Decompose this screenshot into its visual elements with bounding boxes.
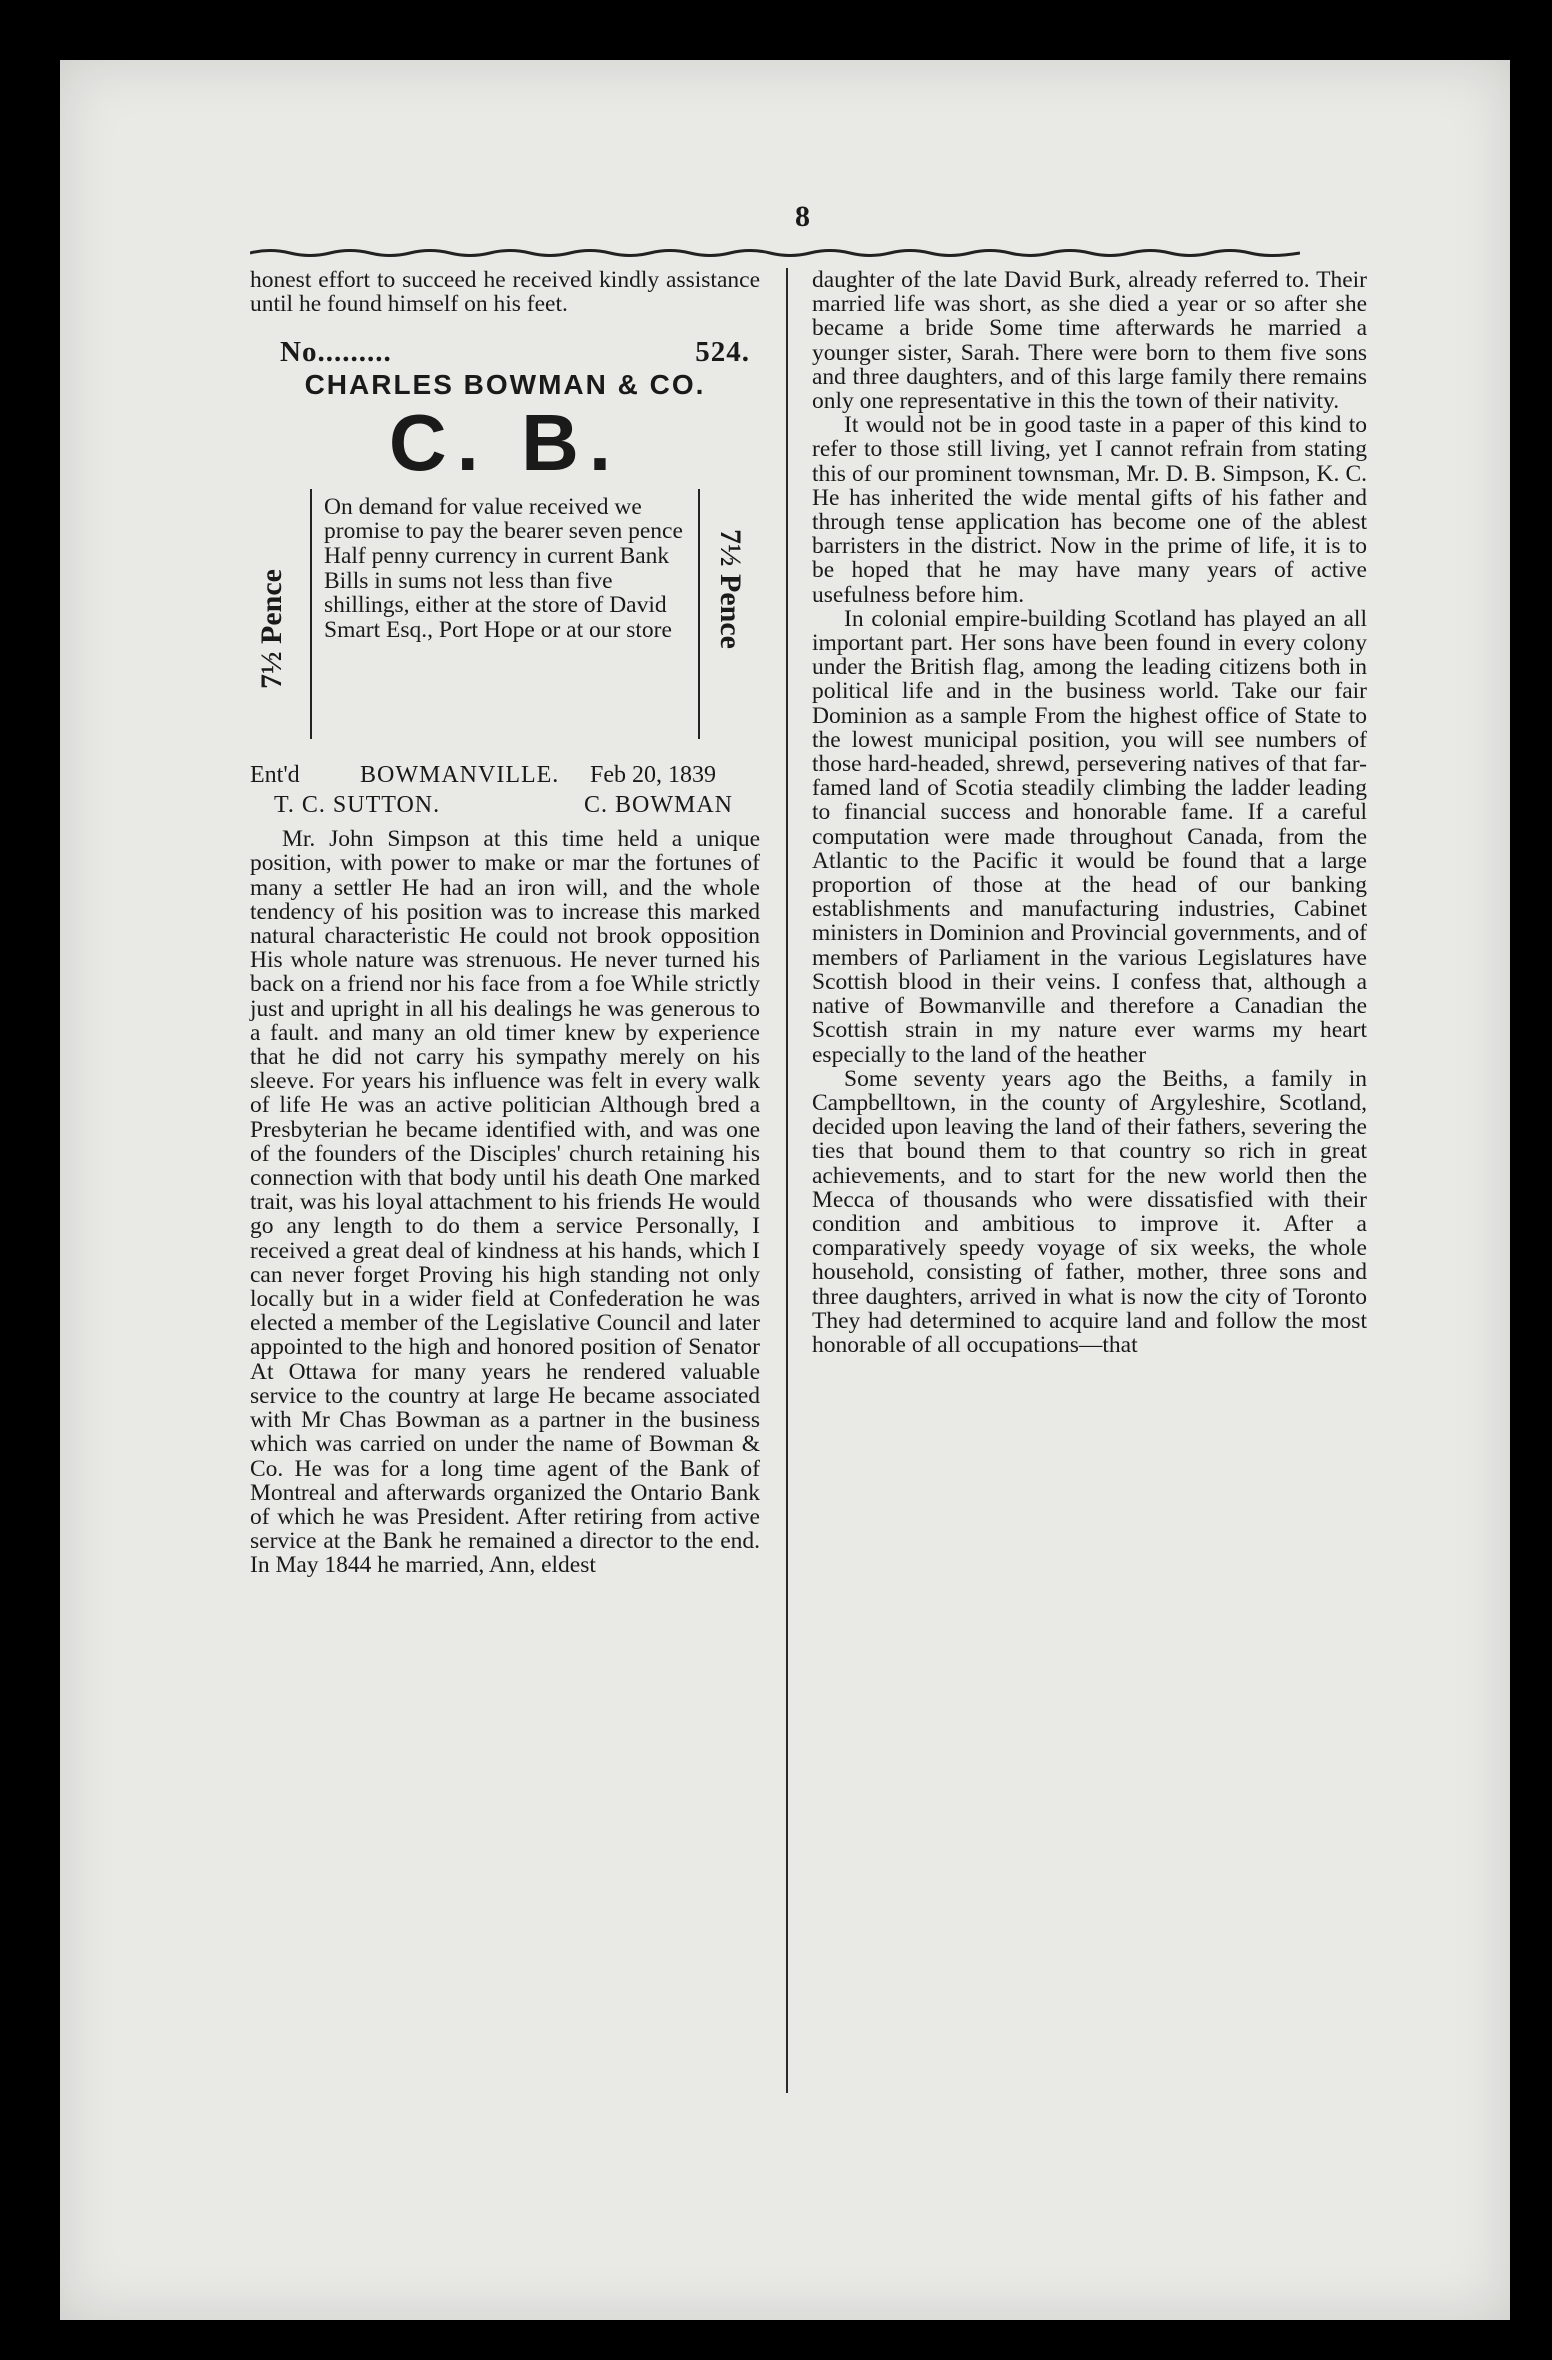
left-column bbox=[250, 268, 760, 1578]
bank-note bbox=[250, 336, 760, 819]
note-initials: C. B. bbox=[388, 397, 622, 487]
paragraph: It would not be in good taste in a paper of this kind to refer to those still living, yet I cannot refrain from stating this of our prominent townsman, Mr. D. B. Simpson, K. C. He has inherited the wide mental gifts of his father and through tense application has become one of the ablest barristers in the district. Now in the prime of life, it is to be hoped that he may have many years of active usefulness before him. bbox=[812, 412, 1367, 608]
decorative-rule bbox=[250, 248, 1300, 258]
note-signer-right: C. BOWMAN bbox=[584, 792, 734, 819]
note-entered: Ent'd bbox=[250, 761, 300, 788]
note-date: Feb 20, 1839 bbox=[590, 761, 716, 788]
paragraph: daughter of the late David Burk, already referred to. Their married life was short, as she died a year or so after she became a bride Some time afterwards he married a younger sister, Sarah. There were born to them five sons and three daughters, and of this large family there remains only one representative in this the town of their nativity. bbox=[812, 267, 1367, 415]
note-body bbox=[250, 489, 760, 745]
denomination-right: 7½ Pence bbox=[714, 528, 747, 649]
note-signature-row bbox=[250, 793, 760, 817]
note-signer-left: T. C. SUTTON. bbox=[274, 792, 441, 819]
note-entry-row bbox=[250, 763, 760, 787]
intro-text: honest effort to succeed he received kindly assistance until he found himself on his feet. bbox=[250, 267, 760, 318]
denomination-left: 7½ Pence bbox=[255, 568, 288, 689]
page-number: 8 bbox=[795, 200, 810, 233]
column-divider bbox=[786, 268, 788, 2093]
note-firm-name: CHARLES BOWMAN & CO. bbox=[304, 368, 706, 400]
note-number-row bbox=[250, 336, 760, 369]
note-number: 524. bbox=[695, 336, 750, 369]
note-place: BOWMANVILLE. bbox=[360, 761, 560, 788]
note-no-label: No......... bbox=[280, 336, 392, 369]
paragraph: Mr. John Simpson at this time held a unique position, with power to make or mar the fortunes of many a settler He had an iron will, and the whole tendency of his position was to increase this marked natural characteristic He could not brook opposition His whole nature was strenuous. He never turned his back on a friend nor his face from a foe While strictly just and upright in all his dealings he was generous to a fault. and many an old timer knew by experience that he did not carry his sympathy merely on his sleeve. For years his influence was felt in every walk of life He was an active politician Although bred a Presbyterian he became identified with, and was one of the founders of the Disciples' church retaining his connection with that body until his death One marked trait, was his loyal attachment to his friends He would go any length to do them a service Personally, I received a great deal of kindness at his hands, which I can never forget Proving his high standing not only locally but in a wider field at Confederation he was elected a member of the Legislative Council and later appointed to the high and honored position of Senator At Ottawa for many years he rendered valuable service to the country at large He became associated with Mr Chas Bowman as a partner in the business which was carried on under the name of Bowman & Co. He was for a long time agent of the Bank of Montreal and afterwards organized the Ontario Bank of which he was President. After retiring from active service at the Bank he remained a director to the end. In May 1844 he married, Ann, eldest bbox=[250, 826, 760, 1579]
paragraph: In colonial empire-building Scotland has played an all important part. Her sons have been found in every colony under the British flag, among the leading citizens both in political life and in the business world. Take our fair Dominion as a sample From the highest office of State to the lowest municipal position, you will see numbers of those hard-headed, shrewd, persevering natives of that far-famed land of Scotia steadily climbing the ladder leading to financial success and honorable fame. If a careful computation were made throughout Canada, from the Atlantic to the Pacific it would be found that a large proportion of those at the head of our banking establishments and manufacturing industries, Cabinet ministers in Dominion and Provincial governments, and of members of Parliament in the various Legislatures have Scottish blood in their veins. I confess that, although a native of Bowmanville and therefore a Canadian the Scottish strain in my nature ever warms my heart especially to the land of the heather bbox=[812, 605, 1367, 1068]
right-column bbox=[812, 268, 1367, 1357]
paragraph: Some seventy years ago the Beiths, a family in Campbelltown, in the county of Argyleshire, Scotland, decided upon leaving the land of their fathers, severing the ties that bound them to that country so rich in great achievements, and to start for the new world then the Mecca of thousands who were dissatisfied with their condition and ambitious to improve it. After a comparatively speedy voyage of six weeks, the whole household, consisting of father, mother, three sons and three daughters, arrived in what is now the city of Toronto They had determined to acquire land and follow the most honorable of all occupations—that bbox=[812, 1065, 1367, 1358]
note-text: On demand for value received we promise to pay the bearer seven pence Half penny currency in current Bank Bills in sums not less than five shillings, either at the store of David Smart Esq., Port Hope or at our store bbox=[310, 489, 700, 739]
